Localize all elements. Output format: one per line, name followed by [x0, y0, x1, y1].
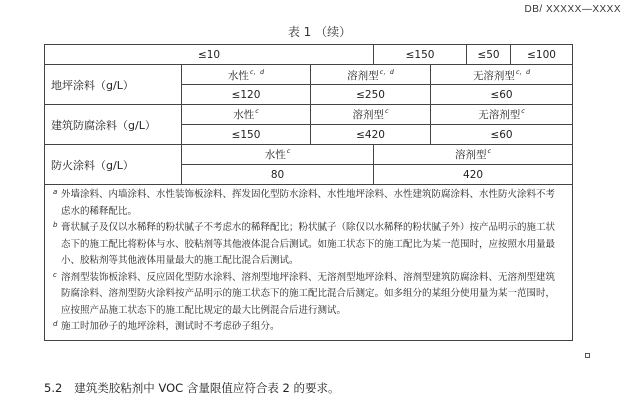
- table-cell: ≤150: [182, 125, 311, 145]
- table-cell: ≤100: [511, 45, 573, 65]
- table-header-cell: 水性$^c$: [182, 145, 374, 165]
- table-header-cell: 无溶剂型$^{c,d}$: [431, 65, 573, 85]
- table-row: [45, 65, 573, 85]
- table-row: [45, 105, 573, 125]
- table-note: d 施工时加砂子的地坪涂料，测试时不考虑砂子组分。: [53, 320, 280, 332]
- table-cell: ≤250: [311, 85, 431, 105]
- table-header-cell: 无溶剂型$^c$: [431, 105, 573, 125]
- row-label-anticorrosion: 建筑防腐涂料（g/L）: [45, 105, 182, 145]
- table-cell: 80: [182, 165, 374, 185]
- table-header-cell: 水性$^{c,d}$: [182, 65, 311, 85]
- table-header-cell: 溶剂型$^c$: [374, 145, 573, 165]
- table-notes: [45, 185, 573, 341]
- table-row: [45, 45, 573, 65]
- table-note: a 外墙涂料、内墙涂料、水性装饰板涂料、挥发固化型防水涂料、水性地坪涂料、水性建筑防腐涂料、水性防火涂料不考虑水的稀释配比。: [53, 188, 556, 217]
- table-cell: ≤10: [45, 45, 374, 65]
- table-cell: ≤420: [311, 125, 431, 145]
- table-header-cell: 溶剂型$^c$: [311, 105, 431, 125]
- standard-code: DB/ XXXXX—XXXX: [524, 4, 621, 15]
- table-cell: ≤60: [431, 125, 573, 145]
- table-note: c 溶剂型装饰板涂料、反应固化型防水涂料、溶剂型地坪涂料、无溶剂型地坪涂料、溶剂型建筑防腐涂料、无溶剂型建筑防腐涂料、溶剂型防火涂料按产品明示的施工状态下的施工配比混合后测定。如多组分的某组分使用量为某一范围时，应按照产品施工状态下的施工配比规定的最大比例混合后进行测试。: [53, 270, 556, 316]
- section-heading: [44, 380, 339, 396]
- table-note: b 膏状腻子及仅以水稀释的粉状腻子不考虑水的稀释配比；粉状腻子（除仅以水稀释的粉状腻子外）按产品明示的施工状态下的施工配比将粉体与水、胶粘剂等其他液体混合后测试。如施工状态下的施工配比为某一范围时，应按照水用量最小、胶粘剂等其他液体用量最大的施工配比混合后测试。: [53, 221, 556, 266]
- section-number: 5.2: [44, 381, 63, 395]
- table-cell: ≤60: [431, 85, 573, 105]
- table-row: [45, 185, 573, 341]
- table-end-marker: [585, 353, 590, 358]
- table-cell: ≤120: [182, 85, 311, 105]
- table-row: [45, 145, 573, 165]
- table-title: 表 1 （续）: [287, 25, 352, 39]
- section-text: 建筑类胶粘剂中 VOC 含量限值应符合表 2 的要求。: [74, 381, 340, 395]
- table-cell: 420: [374, 165, 573, 185]
- table-header-cell: 溶剂型$^{c,d}$: [311, 65, 431, 85]
- table-cell: ≤50: [467, 45, 511, 65]
- voc-limits-table: [44, 44, 573, 341]
- table-cell: ≤150: [374, 45, 467, 65]
- table-header-cell: 水性$^c$: [182, 105, 311, 125]
- row-label-floor: 地坪涂料（g/L）: [45, 65, 182, 105]
- row-label-fireproof: 防火涂料（g/L）: [45, 145, 182, 185]
